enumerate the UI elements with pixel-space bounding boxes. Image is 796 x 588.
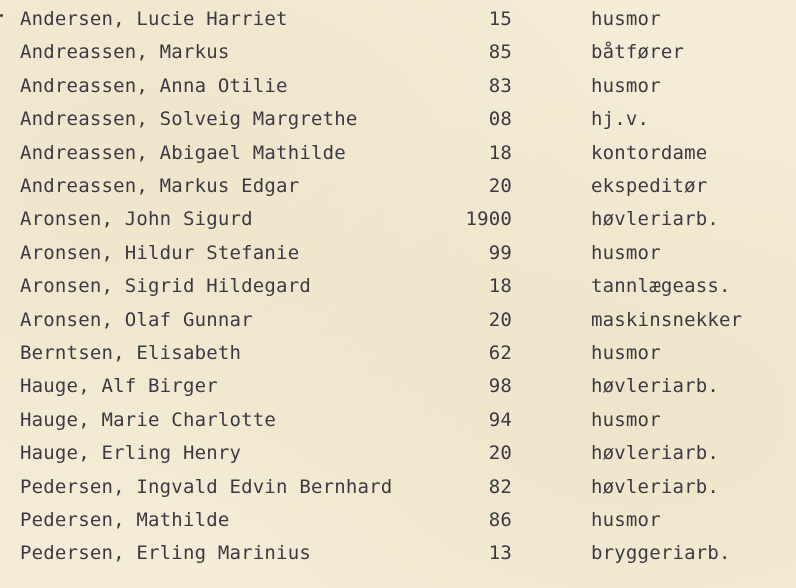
occupation: høvleriarb. (591, 475, 720, 498)
person-name: Andreassen, Markus (20, 41, 230, 64)
register-row (0, 137, 796, 170)
occupation: høvleriarb. (591, 208, 720, 231)
person-name: Andersen, Lucie Harriet (20, 8, 288, 30)
birth-year: 18 (488, 141, 512, 164)
occupation: husmor (591, 408, 661, 431)
person-name: Pedersen, Ingvald Edvin Bernhard (20, 475, 393, 498)
birth-year: 85 (488, 41, 512, 64)
person-name: Andreassen, Markus Edgar (20, 175, 300, 197)
occupation: tannlægeass. (591, 275, 731, 298)
birth-year: 82 (488, 475, 512, 498)
person-name: Aronsen, Olaf Gunnar (20, 308, 253, 331)
register-row (0, 170, 796, 203)
person-name: Hauge, Erling Henry (20, 442, 242, 465)
birth-year: 13 (488, 542, 512, 565)
register-row (0, 304, 796, 337)
register-row (0, 370, 796, 403)
register-row (0, 36, 796, 69)
occupation: husmor (591, 74, 661, 97)
register-row (0, 270, 796, 303)
birth-year: 20 (488, 442, 512, 465)
occupation: ekspeditør (591, 175, 708, 197)
birth-year: 99 (488, 241, 512, 264)
register-row (0, 337, 796, 370)
register-row (0, 103, 796, 136)
birth-year: 94 (488, 408, 512, 431)
person-name: Hauge, Alf Birger (20, 375, 218, 398)
occupation: høvleriarb. (591, 375, 720, 398)
person-name: Andreassen, Abigael Mathilde (20, 141, 346, 164)
occupation: husmor (591, 241, 661, 264)
person-name: Andreassen, Solveig Margrethe (20, 108, 358, 131)
person-name: Pedersen, Mathilde (20, 509, 230, 531)
birth-year: 08 (488, 108, 512, 131)
birth-year: 20 (488, 308, 512, 331)
register-row (0, 537, 796, 570)
register-row (0, 404, 796, 437)
person-name: Berntsen, Elisabeth (20, 342, 242, 364)
person-name: Aronsen, John Sigurd (20, 208, 253, 231)
person-name: Aronsen, Hildur Stefanie (20, 241, 300, 264)
occupation: høvleriarb. (591, 442, 720, 465)
register-row (0, 70, 796, 103)
occupation: hj.v. (591, 108, 650, 131)
birth-year: 20 (488, 175, 512, 197)
person-name: Andreassen, Anna Otilie (20, 74, 288, 97)
register-row (0, 437, 796, 470)
person-name: Pedersen, Erling Marinius (20, 542, 311, 565)
birth-year: 86 (488, 509, 512, 531)
register-row (0, 3, 796, 36)
register-row (0, 203, 796, 236)
birth-year: 1900 (465, 208, 512, 231)
birth-year: 15 (488, 8, 512, 30)
birth-year: 83 (488, 74, 512, 97)
person-name: Hauge, Marie Charlotte (20, 408, 277, 431)
occupation: bryggeriarb. (591, 542, 731, 565)
occupation: husmor (591, 8, 661, 30)
register-row (0, 237, 796, 270)
occupation: båtfører (591, 41, 685, 64)
birth-year: 98 (488, 375, 512, 398)
occupation: maskinsnekker (591, 308, 743, 331)
occupation: husmor (591, 342, 661, 364)
occupation: kontordame (591, 141, 708, 164)
register-row (0, 471, 796, 504)
birth-year: 18 (488, 275, 512, 298)
register-row (0, 504, 796, 537)
occupation: husmor (591, 509, 661, 531)
birth-year: 62 (488, 342, 512, 364)
person-name: Aronsen, Sigrid Hildegard (20, 275, 311, 298)
